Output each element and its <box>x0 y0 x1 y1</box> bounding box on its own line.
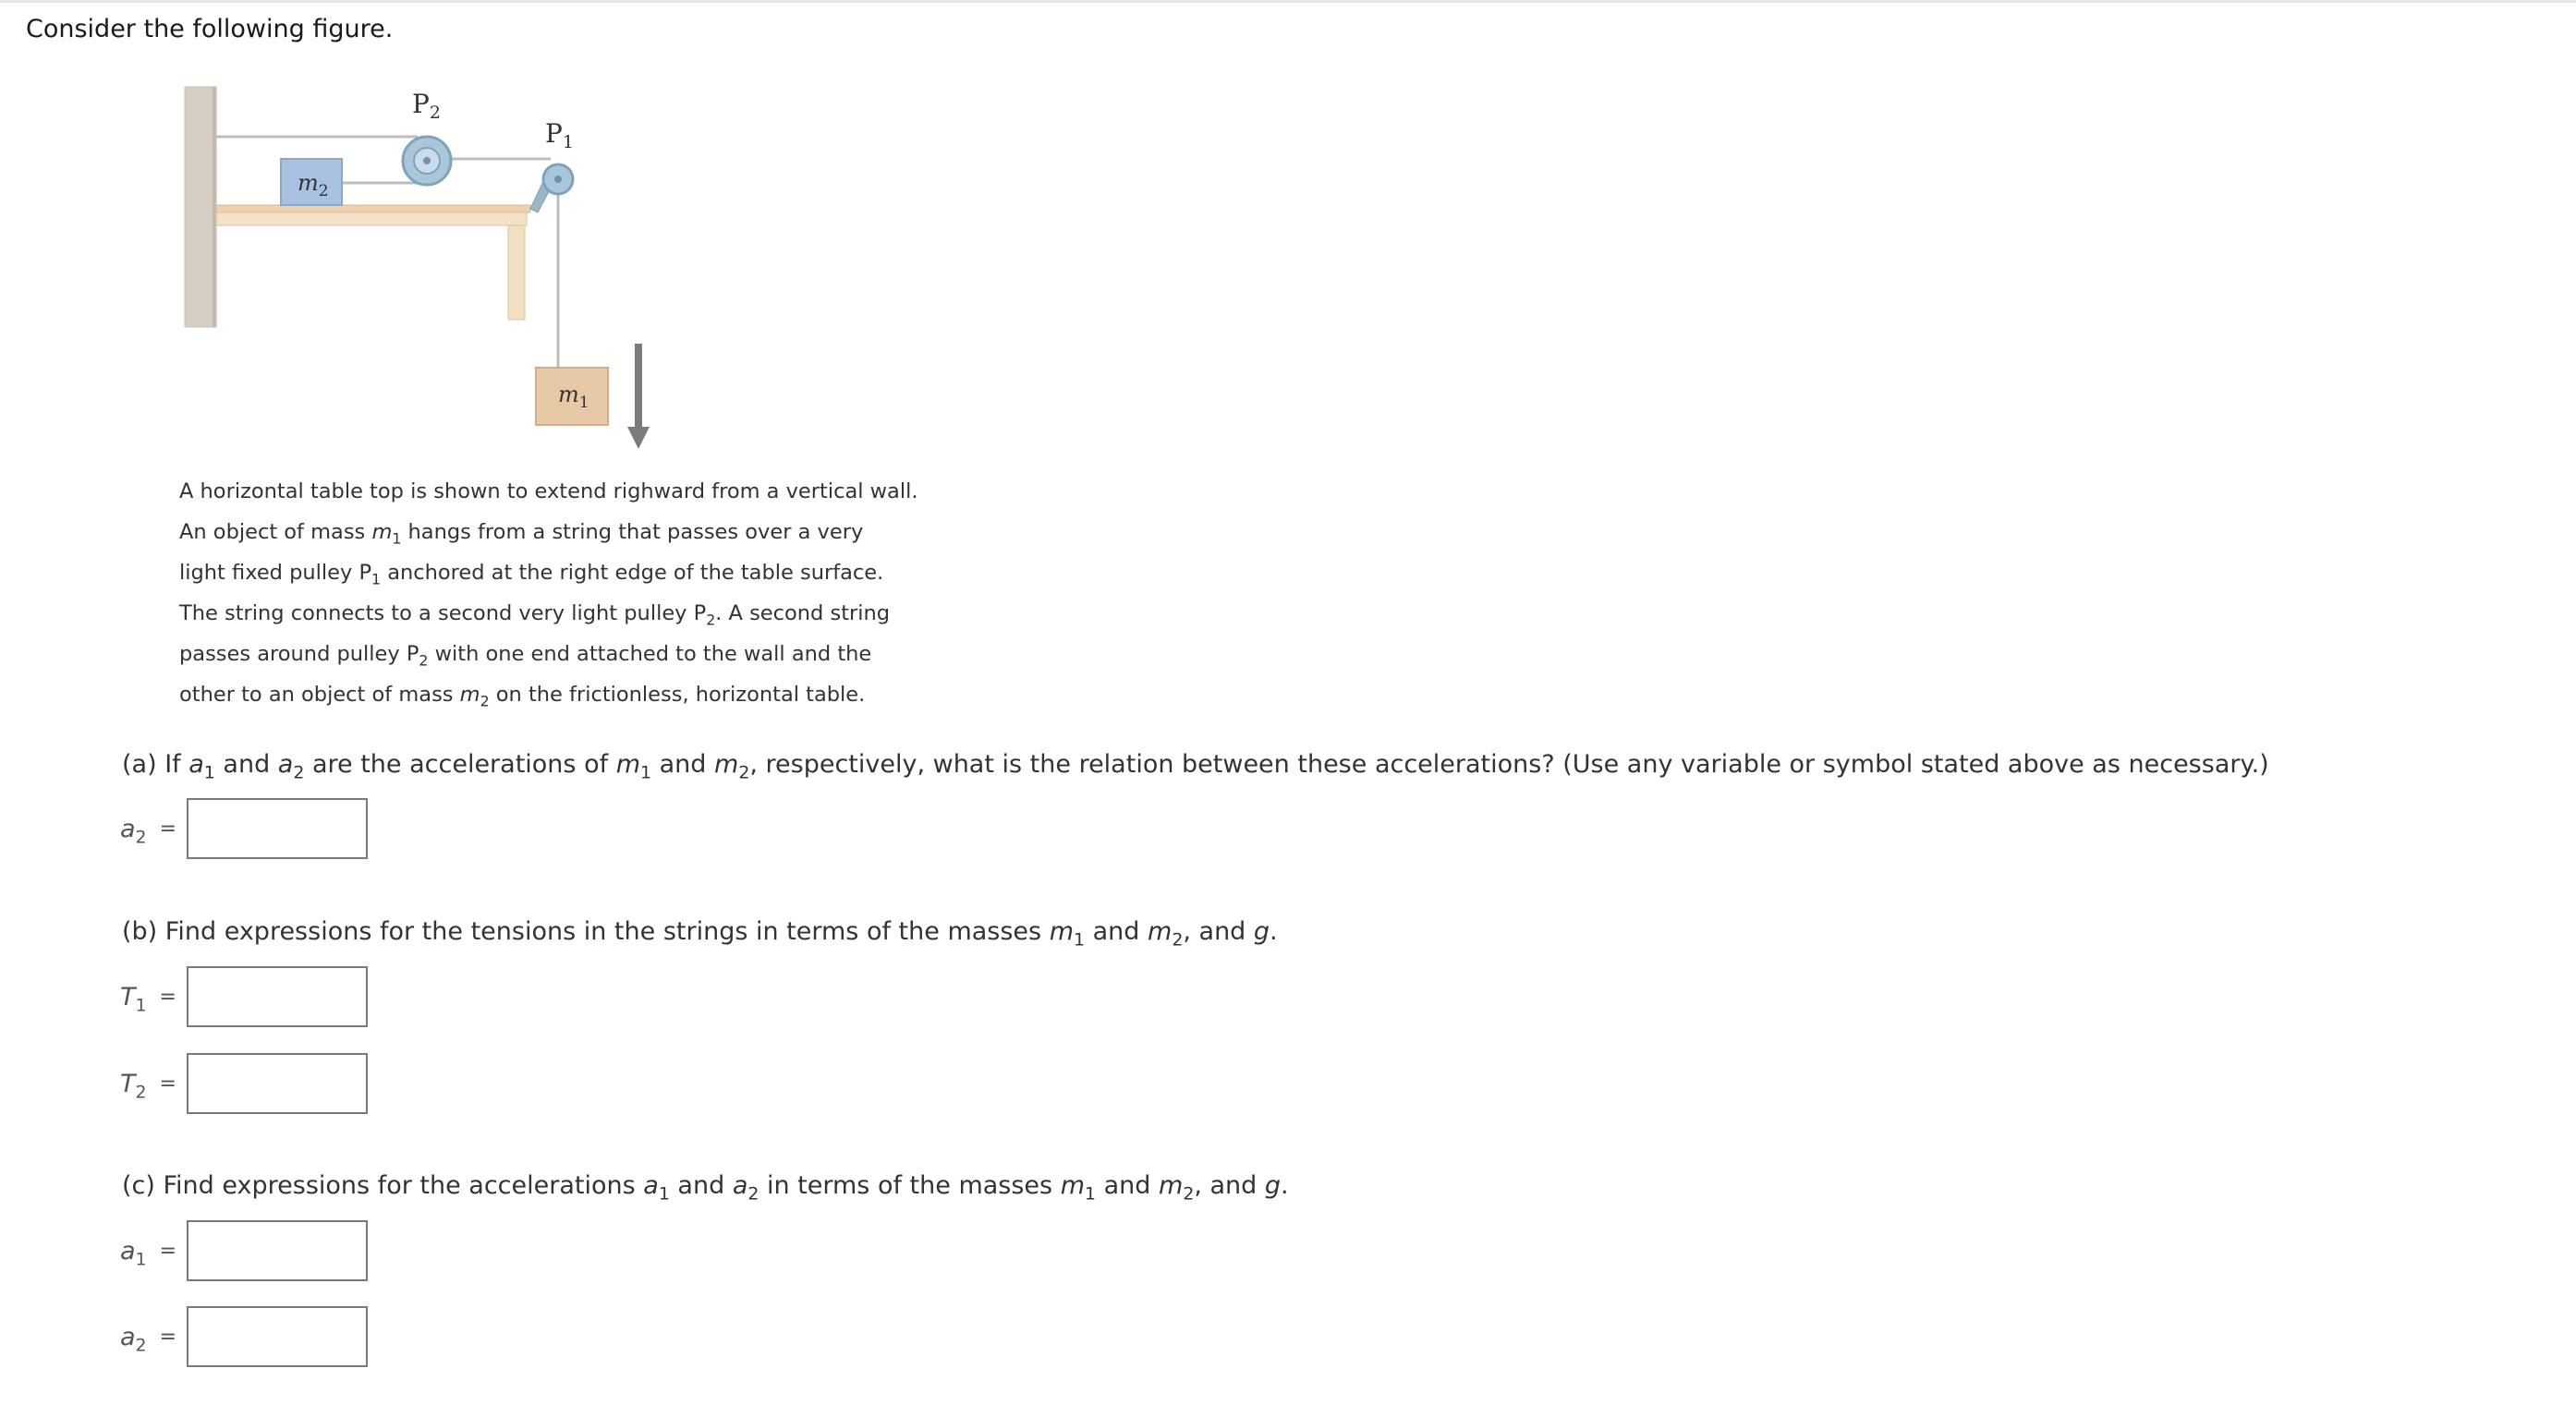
intro-text: Consider the following figure. <box>26 15 394 43</box>
question-part-a: (a) If $a_1$ and $a_2$ are the accelerations of $m_1$ and $m_2$, respectively, what is the relation between these accelerations? (Use any variable or symbol stated above as necessary.) <box>122 750 2269 783</box>
desc-line-4: The string connects to a second very light pulley $P_2$. A second string <box>179 601 891 629</box>
question-part-b: (b) Find expressions for the tensions in the strings in terms of the masses $m_1$ and $m_2$, and g. <box>122 917 1278 951</box>
input-a2-relation[interactable] <box>187 798 368 859</box>
table-top <box>216 205 530 212</box>
label-a1: $a_1$ = <box>120 1236 177 1270</box>
input-t2[interactable] <box>187 1053 368 1114</box>
label-a2: $a_2$ = <box>120 1322 177 1356</box>
label-t1: $T_1$ = <box>120 982 176 1016</box>
answer-row-t2 <box>120 1051 368 1116</box>
accel-arrow-shaft <box>635 344 642 430</box>
pulley-figure <box>176 81 656 462</box>
desc-line-6: other to an object of mass $m_2$ on the frictionless, horizontal table. <box>179 683 866 710</box>
desc-line-5: passes around pulley $P_2$ with one end attached to the wall and the <box>179 642 872 670</box>
input-a2[interactable] <box>187 1306 368 1367</box>
answer-row-a2-relation <box>120 796 368 861</box>
pulley-p1-axle <box>554 176 562 183</box>
wall-shadow <box>213 87 216 327</box>
pulley-diagram <box>176 81 656 462</box>
input-a1[interactable] <box>187 1220 368 1281</box>
label-p1: $P_1$ <box>545 118 574 152</box>
label-t2: $T_2$ = <box>120 1069 176 1103</box>
label-m2: $m_2$ <box>298 170 329 200</box>
answer-row-t1 <box>120 964 368 1029</box>
answer-row-a1 <box>120 1218 368 1283</box>
label-p2: $P_2$ <box>412 89 441 123</box>
desc-line-2: An object of mass $m_1$ hangs from a string that passes over a very <box>179 520 864 548</box>
input-t1[interactable] <box>187 966 368 1027</box>
desc-line-1: A horizontal table top is shown to extend righward from a vertical wall. <box>179 479 918 503</box>
desc-line-3: light fixed pulley $P_1$ anchored at the right edge of the table surface. <box>179 561 884 588</box>
table-leg <box>508 225 525 320</box>
question-part-c: (c) Find expressions for the accelerations $a_1$ and $a_2$ in terms of the masses $m_1$ and $m_2$, and g. <box>122 1171 1289 1205</box>
wall <box>185 87 216 327</box>
accel-arrow-head <box>627 427 650 449</box>
pulley-p2-axle <box>423 157 431 164</box>
top-divider <box>0 0 2576 3</box>
label-m1: $m_1$ <box>558 382 589 412</box>
label-a2-relation: $a_2$ = <box>120 814 177 848</box>
figure-description <box>179 471 974 715</box>
table-apron <box>216 212 527 225</box>
answer-row-a2 <box>120 1304 368 1369</box>
